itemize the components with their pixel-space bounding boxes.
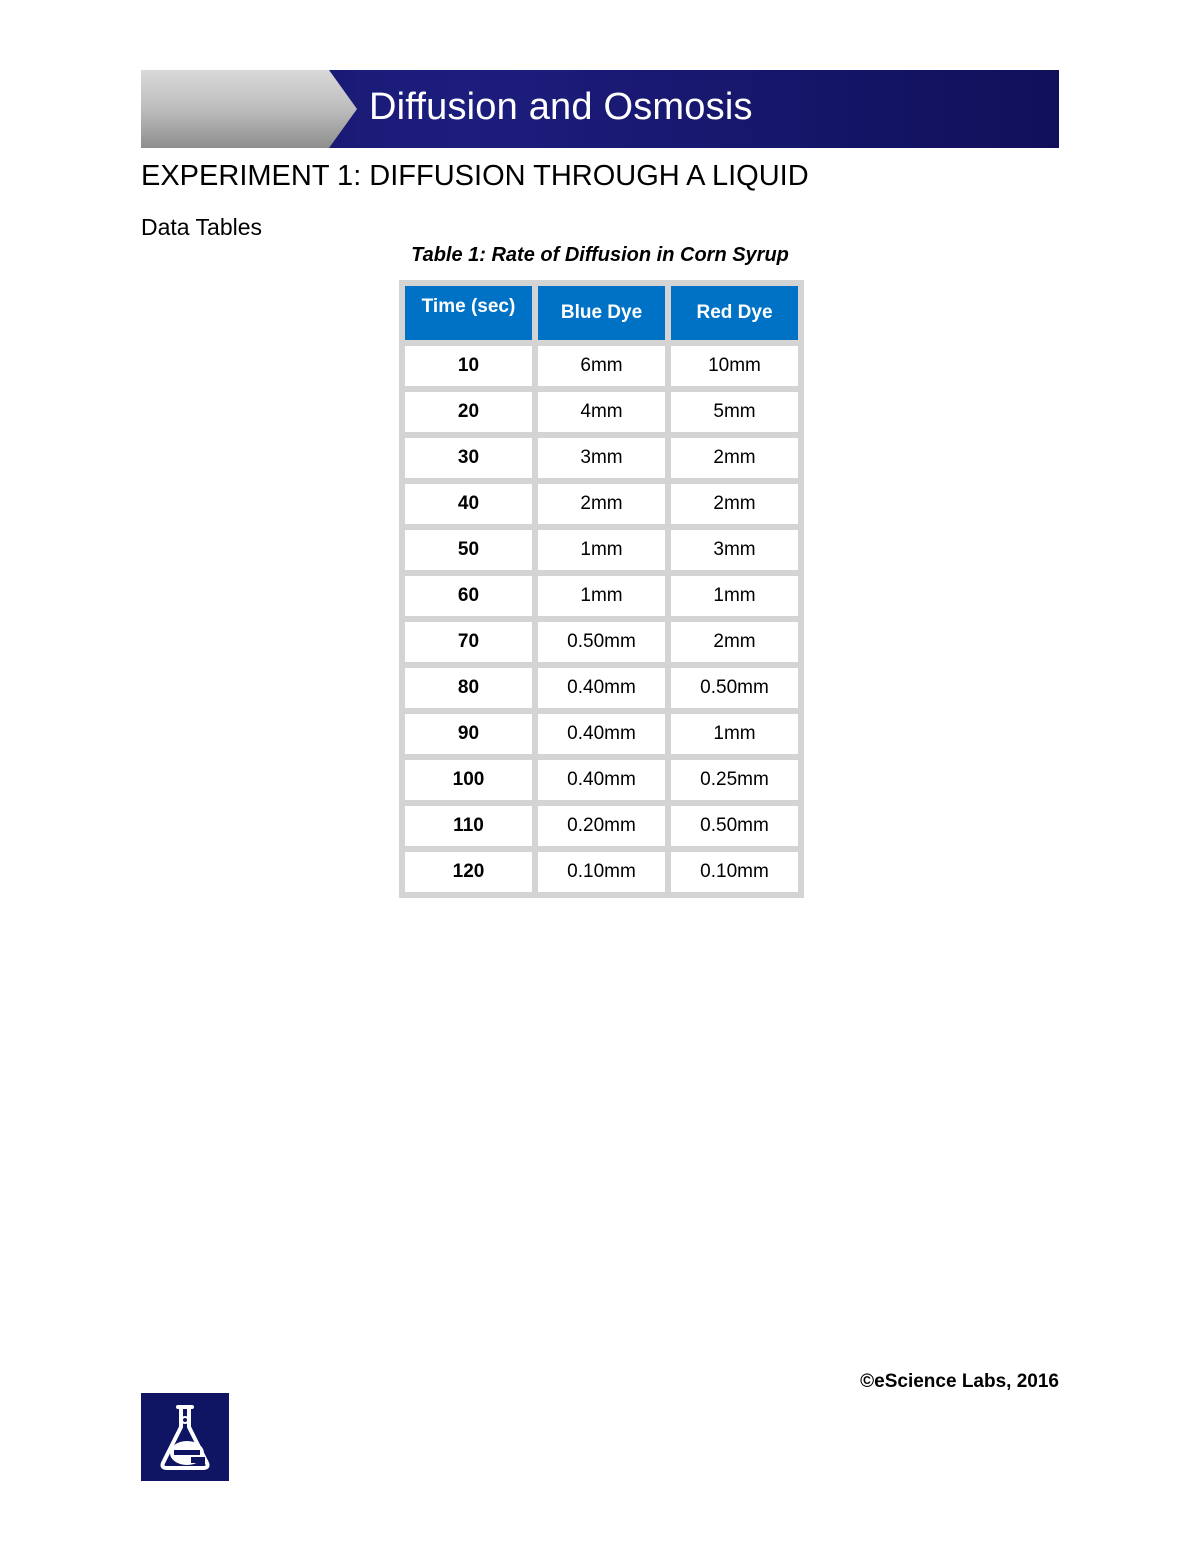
table-row <box>402 665 801 711</box>
blue-dye-cell: 0.20mm <box>535 803 668 849</box>
table-row <box>402 757 801 803</box>
table-row <box>402 527 801 573</box>
red-dye-cell: 1mm <box>668 711 801 757</box>
blue-dye-cell: 0.40mm <box>535 665 668 711</box>
red-dye-cell: 2mm <box>668 435 801 481</box>
red-dye-cell: 2mm <box>668 481 801 527</box>
time-cell: 50 <box>402 527 535 573</box>
red-dye-cell: 1mm <box>668 573 801 619</box>
blue-dye-cell: 0.40mm <box>535 757 668 803</box>
blue-dye-cell: 0.40mm <box>535 711 668 757</box>
table-row <box>402 573 801 619</box>
red-dye-cell: 2mm <box>668 619 801 665</box>
red-dye-cell: 0.25mm <box>668 757 801 803</box>
blue-dye-cell: 4mm <box>535 389 668 435</box>
time-cell: 100 <box>402 757 535 803</box>
blue-dye-cell: 6mm <box>535 343 668 389</box>
table-caption: Table 1: Rate of Diffusion in Corn Syrup <box>411 244 789 266</box>
red-dye-cell: 0.50mm <box>668 665 801 711</box>
time-cell: 70 <box>402 619 535 665</box>
table-row <box>402 435 801 481</box>
time-cell: 120 <box>402 849 535 895</box>
diffusion-data-table <box>399 280 804 898</box>
red-dye-cell: 0.50mm <box>668 803 801 849</box>
table-row <box>402 803 801 849</box>
blue-dye-cell: 0.10mm <box>535 849 668 895</box>
table-row <box>402 849 801 895</box>
header-banner <box>141 70 1059 148</box>
red-dye-cell: 5mm <box>668 389 801 435</box>
column-header-time: Time (sec) <box>402 283 535 343</box>
table-row <box>402 481 801 527</box>
red-dye-cell: 0.10mm <box>668 849 801 895</box>
time-cell: 80 <box>402 665 535 711</box>
blue-dye-cell: 1mm <box>535 527 668 573</box>
table-row <box>402 619 801 665</box>
section-heading: Data Tables <box>141 214 263 240</box>
blue-dye-cell: 0.50mm <box>535 619 668 665</box>
red-dye-cell: 10mm <box>668 343 801 389</box>
experiment-heading: EXPERIMENT 1: DIFFUSION THROUGH A LIQUID <box>141 160 809 192</box>
flask-e-logo-icon <box>141 1393 229 1481</box>
time-cell: 10 <box>402 343 535 389</box>
time-cell: 90 <box>402 711 535 757</box>
time-cell: 40 <box>402 481 535 527</box>
time-cell: 30 <box>402 435 535 481</box>
flask-icon <box>141 1393 229 1481</box>
banner-title: Diffusion and Osmosis <box>369 86 753 128</box>
copyright-text: ©eScience Labs, 2016 <box>860 1371 1059 1392</box>
banner-chevron-icon <box>141 70 361 148</box>
time-cell: 110 <box>402 803 535 849</box>
column-header-red-dye: Red Dye <box>668 283 801 343</box>
table-row <box>402 711 801 757</box>
red-dye-cell: 3mm <box>668 527 801 573</box>
column-header-blue-dye: Blue Dye <box>535 283 668 343</box>
blue-dye-cell: 3mm <box>535 435 668 481</box>
blue-dye-cell: 1mm <box>535 573 668 619</box>
time-cell: 60 <box>402 573 535 619</box>
time-cell: 20 <box>402 389 535 435</box>
blue-dye-cell: 2mm <box>535 481 668 527</box>
table-row <box>402 343 801 389</box>
table-header-row <box>402 283 801 343</box>
table-row <box>402 389 801 435</box>
